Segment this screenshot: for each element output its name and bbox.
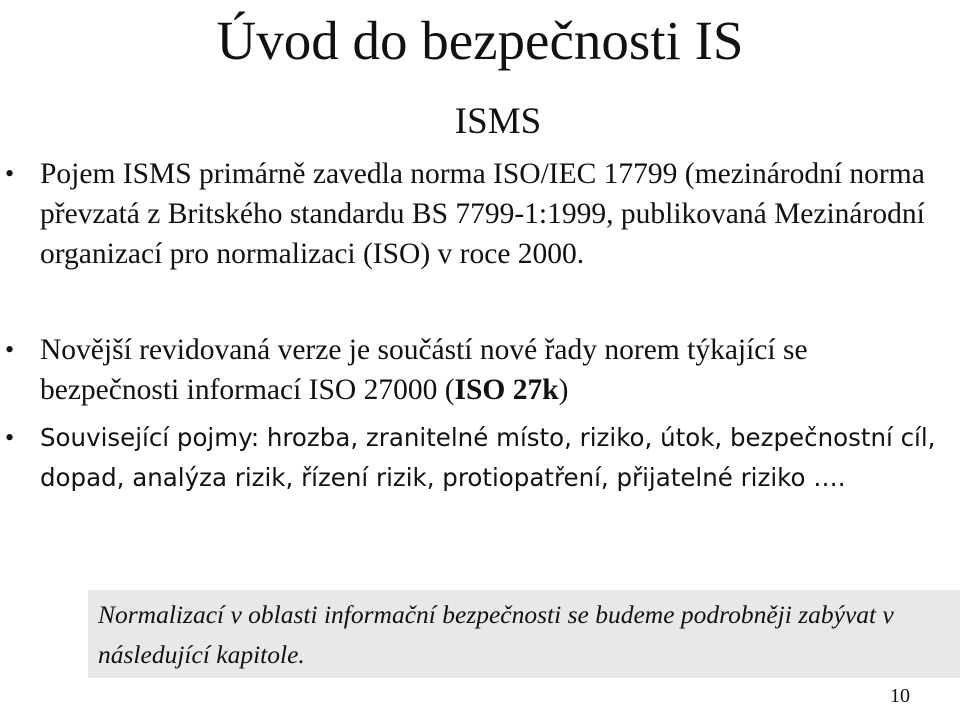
bullet-text-bold-27k: 27k <box>512 374 559 406</box>
slide-subtitle: ISMS <box>454 101 542 142</box>
page-number: 10 <box>890 685 910 707</box>
bullet-text-bold-iso: ISO <box>454 374 506 406</box>
bullet-marker: • <box>5 335 15 364</box>
bullet-text: Související pojmy: hrozba, zranitelné místo, riziko, útok, bezpečnostní cíl, dopad, analýza rizik, řízení rizik, protiopatření, přijatelné riziko …. <box>40 423 936 492</box>
bullet-text-start: Novější revidovaná verze je součástí nové řady norem týkající se bezpečnosti informací ISO 27000 ( <box>40 334 808 406</box>
note-text: Normalizací v oblasti informační bezpečnosti se budeme podrobněji zabývat v následující kapitole. <box>98 600 894 669</box>
note-box <box>88 590 960 678</box>
bullet-text <box>40 330 950 410</box>
bullet-text: Pojem ISMS primárně zavedla norma ISO/IEC 17799 (mezinárodní norma převzatá z Britského standardu BS 7799-1:1999, publikovaná Mezinárodní organizací pro normalizaci (ISO) v roce 2000. <box>40 158 925 270</box>
slide-title: Úvod do bezpečnosti IS <box>216 10 744 71</box>
bullet-marker: • <box>5 423 15 452</box>
bullet-text-end: ) <box>558 374 569 406</box>
bullet-marker: • <box>5 159 15 188</box>
